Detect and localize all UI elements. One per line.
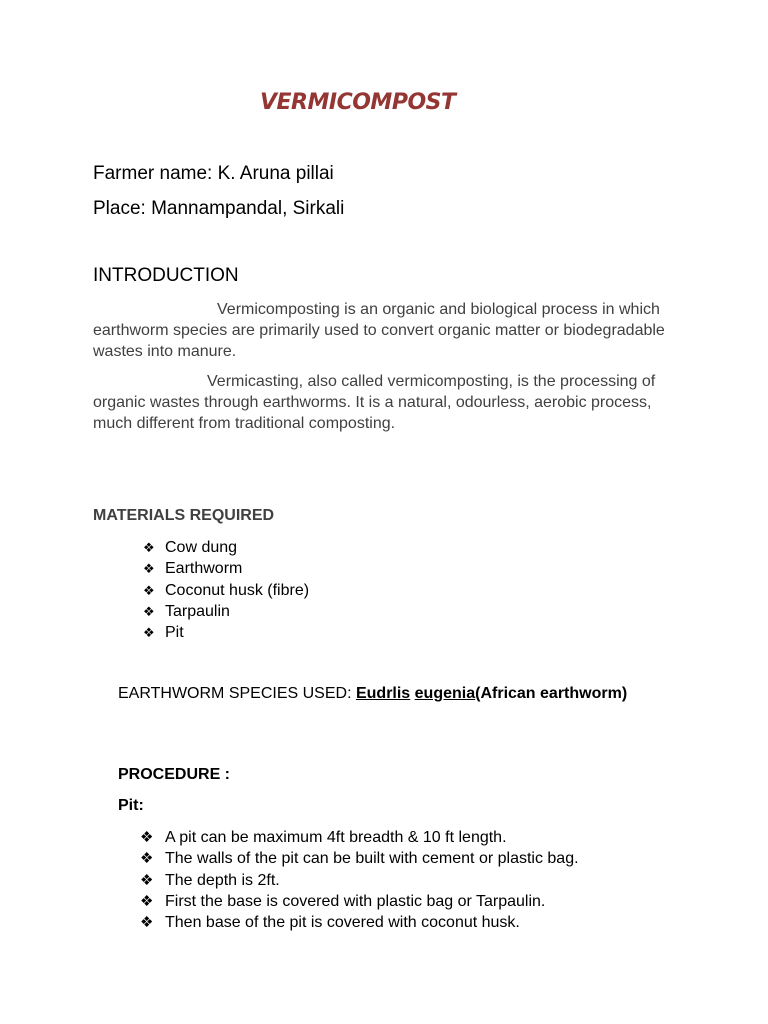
species-label: EARTHWORM SPECIES USED: [118, 685, 356, 702]
diamond-bullet-icon: ❖ [143, 561, 155, 577]
pit-steps-list [140, 827, 579, 933]
list-item [143, 558, 309, 579]
pit-heading: Pit: [118, 797, 144, 814]
materials-heading: MATERIALS REQUIRED [93, 507, 275, 524]
diamond-bullet-icon: ❖ [140, 892, 154, 910]
list-item [140, 912, 579, 933]
list-item [140, 848, 579, 869]
list-item [143, 580, 309, 601]
list-item [143, 537, 309, 558]
diamond-bullet-icon: ❖ [140, 871, 154, 889]
introduction-heading: INTRODUCTION [93, 265, 239, 286]
diamond-bullet-icon: ❖ [140, 829, 154, 846]
diamond-bullet-icon: ❖ [140, 850, 154, 868]
pit-step-text: First the base is covered with plastic bag or Tarpaulin. [165, 892, 546, 910]
diamond-bullet-icon: ❖ [143, 603, 155, 619]
species-common-name: (African earthworm) [475, 685, 628, 702]
materials-list [143, 537, 309, 643]
list-item [140, 870, 579, 891]
earthworm-species-line [118, 683, 638, 705]
diamond-bullet-icon: ❖ [143, 625, 155, 641]
pit-step-text: Then base of the pit is covered with coconut husk. [165, 914, 520, 932]
diamond-bullet-icon: ❖ [140, 914, 154, 932]
material-label: Cow dung [165, 539, 238, 556]
pit-step-text: A pit can be maximum 4ft breadth & 10 ft length. [165, 829, 507, 846]
material-label: Earthworm [165, 560, 243, 578]
species-genus: Eudrlis [355, 685, 411, 702]
species-name: eugenia [414, 685, 476, 702]
farmer-name-line: Farmer name: K. Aruna pillai [93, 163, 334, 184]
intro-paragraph-1: Vermicomposting is an organic and biological process in which earthworm species are primarily used to convert organic matter or biodegradable wastes into manure. [93, 301, 665, 360]
pit-step-text: The walls of the pit can be built with cement or plastic bag. [165, 850, 579, 868]
list-item [143, 622, 309, 643]
material-label: Pit [165, 624, 184, 642]
intro-paragraph-2: Vermicasting, also called vermicomposting, is the processing of organic wastes through earthworms. It is a natural, odourless, aerobic process, much different from traditional composting. [93, 373, 656, 432]
material-label: Tarpaulin [165, 602, 230, 620]
procedure-heading: PROCEDURE : [118, 766, 231, 783]
place-line: Place: Mannampandal, Sirkali [93, 198, 345, 219]
diamond-bullet-icon: ❖ [143, 582, 155, 598]
material-label: Coconut husk (fibre) [165, 581, 310, 599]
list-item [140, 891, 579, 912]
document-title: VERMICOMPOST [260, 90, 456, 115]
pit-step-text: The depth is 2ft. [165, 871, 280, 889]
diamond-bullet-icon: ❖ [143, 540, 155, 555]
list-item [140, 827, 579, 848]
list-item [143, 601, 309, 622]
